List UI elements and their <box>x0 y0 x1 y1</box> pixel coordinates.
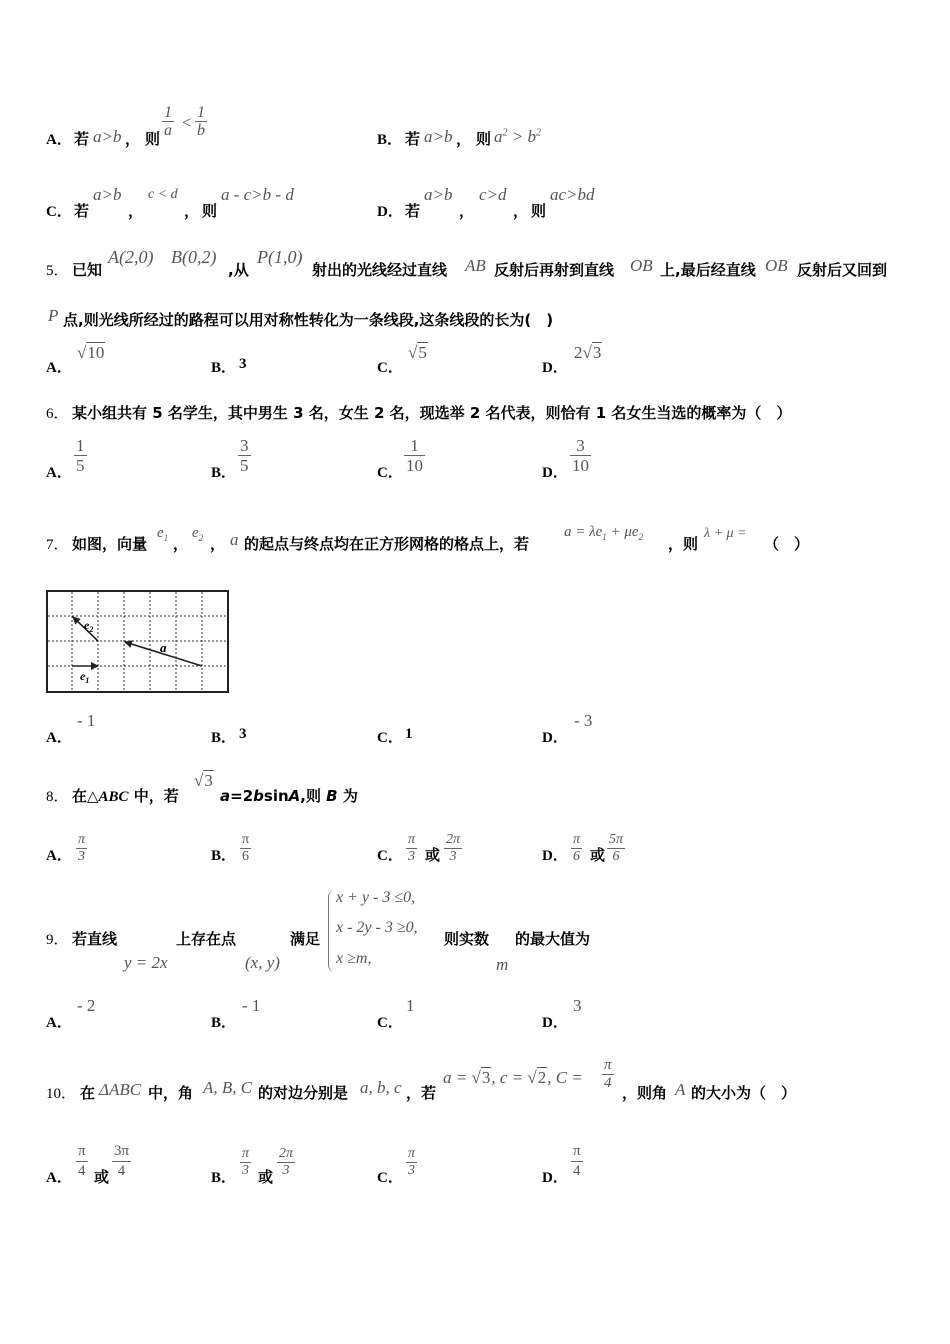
option-label: D． <box>542 848 568 864</box>
option-value: - 1 <box>77 711 96 730</box>
question-text: ,从 <box>228 261 249 279</box>
or-text: 或 <box>258 1168 274 1186</box>
fraction: $\frac{1}{b}$ <box>197 104 205 139</box>
option-label: B． <box>377 132 403 148</box>
fraction: $\frac{\pi}{4}$ <box>573 1143 581 1179</box>
fraction: $\frac{\pi}{3}$ <box>242 1146 250 1178</box>
option-value: √10 <box>77 343 105 362</box>
option-text: 则 <box>145 130 161 148</box>
angles: A, B, C <box>203 1078 253 1097</box>
math-condition: a>b <box>424 185 453 204</box>
inequality-1: x + y - 3 ≤0, <box>336 889 416 906</box>
option-label: C． <box>377 1170 403 1186</box>
fraction: $\frac{\pi}{6}$ <box>573 832 581 864</box>
point-a: A(2,0) <box>108 247 154 267</box>
comma: ， <box>173 535 189 553</box>
sides: a, b, c <box>360 1078 402 1097</box>
inequality-3: x ≥m, <box>336 950 372 967</box>
equation: $a = \lambda e_1 + \mu e_2$ <box>564 524 644 542</box>
comma: ， <box>125 130 141 148</box>
fraction: $\frac{1}{5}$ <box>76 436 85 475</box>
option-label: C． <box>377 848 403 864</box>
fraction: $\frac{\pi}{4}$ <box>78 1143 86 1179</box>
question-number: 6． <box>46 406 69 422</box>
math-conclusion: ac>bd <box>550 185 595 204</box>
sqrt-3: √3 <box>194 771 213 790</box>
question-number: 9． <box>46 932 69 948</box>
fraction: $\frac{5\pi}{6}$ <box>609 832 624 864</box>
option-value: 1 <box>405 726 413 742</box>
fraction: $\frac{1}{10}$ <box>406 436 423 475</box>
fraction: $\frac{3}{10}$ <box>572 436 589 475</box>
line-equation: y = 2x <box>124 953 168 972</box>
option-label: C． <box>377 360 403 376</box>
option-label: A． <box>46 730 72 746</box>
option-label: B． <box>211 1170 237 1186</box>
inequality-2: x - 2y - 3 ≥0, <box>336 919 418 936</box>
comma: ， <box>513 202 529 220</box>
math-condition: a>b <box>93 185 122 204</box>
system-brace <box>328 890 335 972</box>
comma: ， <box>184 202 200 220</box>
question-text: 满足 <box>290 930 321 948</box>
option-label: D． <box>542 1170 568 1186</box>
condition-equation: a = √3, c = √2, C = <box>443 1068 583 1087</box>
question-text: 在△ABC 中，若 <box>72 787 179 805</box>
question-text: a=2bsinA,则 B 为 <box>220 787 358 805</box>
label-a: a <box>160 640 167 655</box>
option-value: 3 <box>239 356 247 372</box>
math-conclusion: a - c>b - d <box>221 185 294 204</box>
comma: ， <box>210 535 226 553</box>
question-text: 中，角 <box>148 1084 194 1102</box>
option-label: C． <box>377 465 403 481</box>
line-ob: OB <box>630 256 653 275</box>
question-text: ，则 <box>668 535 699 553</box>
question-text: 上,最后经直线 <box>660 261 756 279</box>
comma: ， <box>128 202 144 220</box>
relation: < <box>182 113 192 132</box>
option-text: 若 <box>74 202 90 220</box>
option-label: A． <box>46 465 72 481</box>
question-text: 的大小为（ ） <box>691 1084 797 1102</box>
var-m: m <box>496 955 509 974</box>
option-text: 若 <box>405 202 421 220</box>
vector-e2: $e_2$ <box>192 525 204 543</box>
fraction: $\frac{\pi}{3}$ <box>408 832 416 864</box>
or-text: 或 <box>94 1168 110 1186</box>
fraction: $\frac{2\pi}{3}$ <box>279 1146 294 1178</box>
option-value: √5 <box>408 343 427 362</box>
option-value: - 2 <box>77 996 96 1015</box>
line-ob: OB <box>765 256 788 275</box>
option-value: - 1 <box>242 996 261 1015</box>
option-label: B． <box>211 848 237 864</box>
fraction: $\frac{3}{5}$ <box>240 436 249 475</box>
option-value: - 3 <box>574 711 593 730</box>
question-text: 上存在点 <box>176 930 237 948</box>
question-text: 的对边分别是 <box>258 1084 349 1102</box>
question-number: 8． <box>46 789 69 805</box>
fraction: $\frac{\pi}{4}$ <box>604 1057 612 1091</box>
option-label: D． <box>542 465 568 481</box>
question-text: 如图，向量 <box>72 535 148 553</box>
option-label: A． <box>46 1015 72 1031</box>
option-label: C． <box>377 730 403 746</box>
math-condition: a>b <box>93 127 122 146</box>
question-text: 点,则光线所经过的路程可以用对称性转化为一条线段,这条线段的长为( ) <box>63 311 554 329</box>
point-p: P(1,0) <box>257 247 303 267</box>
question-text: 的起点与终点均在正方形网格的格点上，若 <box>244 535 530 553</box>
question-text: 的最大值为 <box>515 930 591 948</box>
option-label: B． <box>211 730 237 746</box>
option-label: D． <box>542 1015 568 1031</box>
math-condition: a>b <box>424 127 453 146</box>
comma: ， <box>459 202 475 220</box>
angle-a: A <box>675 1080 686 1099</box>
label-e2: $e_2$ <box>84 618 94 634</box>
fraction: $\frac{\pi}{6}$ <box>242 832 250 864</box>
question-text: 则实数 <box>444 930 490 948</box>
option-value: 1 <box>406 996 415 1015</box>
option-text: 若 <box>74 130 90 148</box>
option-label: D． <box>377 204 403 220</box>
option-label: D． <box>542 360 568 376</box>
option-text: 则 <box>202 202 218 220</box>
point-p: P <box>48 306 59 325</box>
math-condition: c>d <box>479 185 507 204</box>
question-text: 射出的光线经过直线 <box>312 261 448 279</box>
question-text: 若直线 <box>72 930 118 948</box>
question-number: 5． <box>46 263 69 279</box>
question-text: （ ） <box>764 535 810 553</box>
option-label: A． <box>46 132 72 148</box>
question-text: 在 <box>80 1084 96 1102</box>
question-number: 7． <box>46 537 69 553</box>
math-conclusion: $a^2 > b^2$ <box>494 127 541 146</box>
point-xy: (x, y) <box>245 953 280 972</box>
option-label: C． <box>377 1015 403 1031</box>
line-ab: AB <box>465 256 486 275</box>
option-label: A． <box>46 848 72 864</box>
option-label: B． <box>211 360 237 376</box>
question-text: 已知 <box>72 261 103 279</box>
math-condition: c < d <box>148 187 178 202</box>
point-b: B(0,2) <box>171 247 217 267</box>
question-text: 反射后再射到直线 <box>494 261 615 279</box>
vector-a: a <box>230 530 239 549</box>
triangle-abc: ΔABC <box>99 1080 142 1099</box>
or-text: 或 <box>425 846 441 864</box>
comma: ， <box>456 130 472 148</box>
option-value: 3 <box>573 996 582 1015</box>
option-text: 若 <box>405 130 421 148</box>
equation: λ + μ = <box>704 526 747 541</box>
vector-e1: $e_1$ <box>157 525 169 543</box>
option-label: A． <box>46 1170 72 1186</box>
question-number: 10． <box>46 1086 77 1102</box>
question-text: ，若 <box>406 1084 437 1102</box>
option-label: B． <box>211 465 237 481</box>
question-text: 某小组共有 5 名学生，其中男生 3 名，女生 2 名，现选举 2 名代表，则恰有 1 名女生当选的概率为（ ） <box>72 404 792 422</box>
fraction: $\frac{\pi}{3}$ <box>408 1146 416 1178</box>
option-text: 则 <box>476 130 492 148</box>
option-value: 2√3 <box>574 343 602 362</box>
option-label: B． <box>211 1015 237 1031</box>
option-value: 3 <box>239 726 247 742</box>
fraction: $\frac{2\pi}{3}$ <box>446 832 461 864</box>
option-label: D． <box>542 730 568 746</box>
or-text: 或 <box>590 846 606 864</box>
option-label: A． <box>46 360 72 376</box>
fraction: $\frac{1}{a}$ <box>164 104 172 139</box>
option-text: 则 <box>531 202 547 220</box>
fraction: $\frac{3\pi}{4}$ <box>114 1143 130 1179</box>
question-text: 反射后又回到 <box>797 261 888 279</box>
question-text: ，则角 <box>622 1084 668 1102</box>
label-e1: $e_1$ <box>80 669 90 685</box>
option-label: C． <box>46 204 72 220</box>
vector-grid-figure <box>46 590 230 694</box>
fraction: $\frac{\pi}{3}$ <box>78 832 86 864</box>
